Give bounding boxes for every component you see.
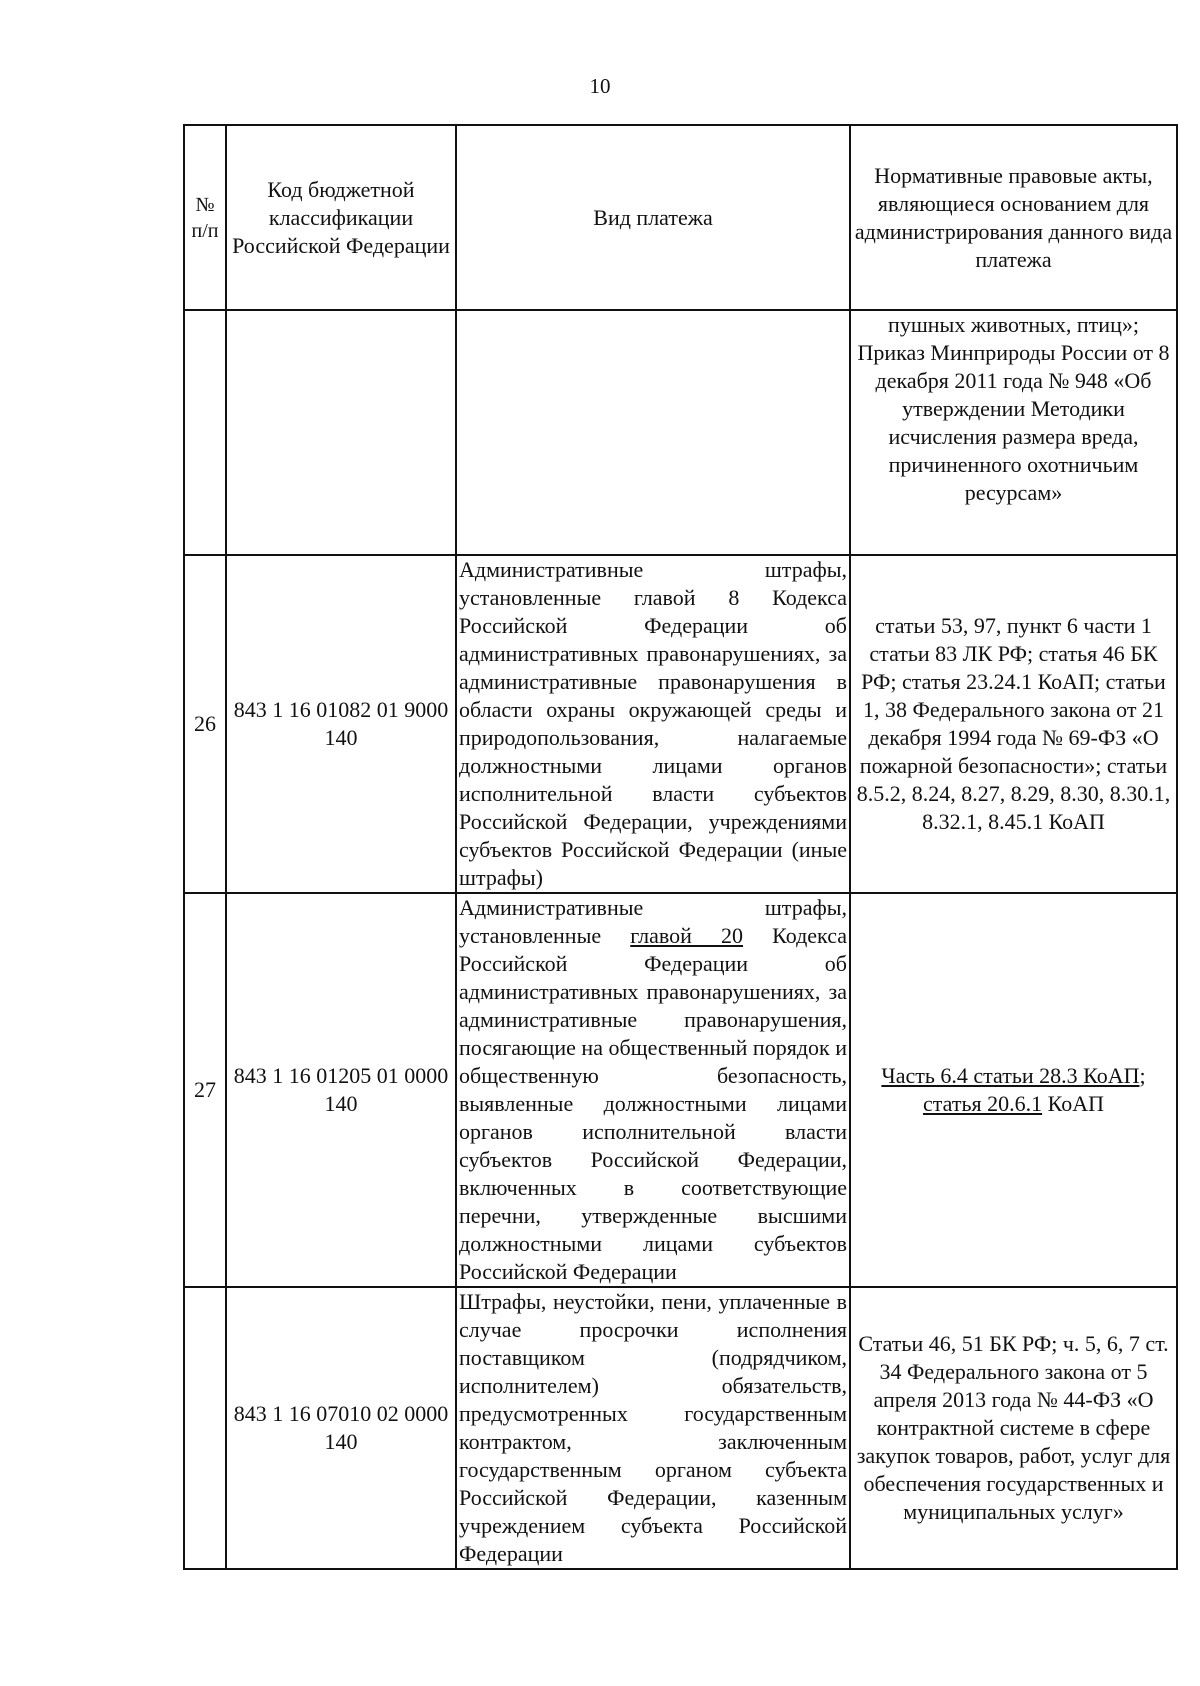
row-type-text-a: Административные штрафы, установленные bbox=[459, 895, 847, 948]
header-type-text: Вид платежа bbox=[593, 204, 713, 230]
part-6-4-article-28-3-link[interactable]: Часть 6.4 статьи 28.3 КоАП bbox=[881, 1063, 1140, 1088]
row-num bbox=[184, 1287, 226, 1569]
row-type bbox=[456, 310, 850, 555]
row-num bbox=[184, 310, 226, 555]
table-header-row bbox=[184, 125, 1177, 310]
table-row bbox=[184, 555, 1177, 893]
row-num: 27 bbox=[184, 893, 226, 1287]
acts-tail: КоАП bbox=[1042, 1091, 1104, 1116]
row-code: 843 1 16 01205 01 0000 140 bbox=[226, 893, 456, 1287]
row-type bbox=[456, 1287, 850, 1569]
header-num-text: № п/п bbox=[191, 193, 219, 242]
page-number: 10 bbox=[589, 74, 611, 98]
header-acts bbox=[850, 125, 1177, 310]
chapter-20-link[interactable]: главой 20 bbox=[630, 923, 744, 948]
table-row bbox=[184, 893, 1177, 1287]
row-code: 843 1 16 07010 02 0000 140 bbox=[226, 1287, 456, 1569]
row-code bbox=[226, 310, 456, 555]
header-type bbox=[456, 125, 850, 310]
header-acts-text: Нормативные правовые акты, являющиеся основанием для администрирования данного вида платежа bbox=[854, 162, 1173, 272]
row-type-text: Штрафы, неустойки, пени, уплаченные в случае просрочки исполнения поставщиком (подрядчиком, исполнителем) обязательств, предусмотренных государственным контрактом, заключенным государственным органом субъекта Российской Федерации, казенным учреждением субъекта Российской bbox=[459, 1289, 847, 1538]
article-20-6-1-link[interactable]: статья 20.6.1 bbox=[923, 1091, 1043, 1116]
row-code: 843 1 16 01082 01 9000 140 bbox=[226, 555, 456, 893]
table-row bbox=[184, 1287, 1177, 1569]
row-type bbox=[456, 555, 850, 893]
row-type-text: Административные штрафы, установленные главой 8 Кодекса Российской Федерации об административных правонарушениях, за административные правонарушения в области охраны окружающей среды и природопользования, налагаемые должностными лицами органов исполнительной власти субъектов Российской Федерации, учреждениями субъектов Российской Федерации (иные bbox=[459, 557, 847, 862]
acts-separator: ; bbox=[1139, 1063, 1146, 1088]
row-type bbox=[456, 893, 850, 1287]
row-type-text-b: Кодекса Российской Федерации об административных правонарушениях, за административные правонарушения, посягающие на общественный порядок и общественную безопасность, выявленные должностными лицами органов исполнительной власти субъектов Российской Федерации, включенных в соответствующие перечни, утвержденные высшими должностными лицами субъектов bbox=[459, 923, 847, 1256]
row-acts: статьи 53, 97, пункт 6 части 1 статьи 83 ЛК РФ; статья 46 БК РФ; статья 23.24.1 КоАП; статьи 1, 38 Федерального закона от 21 декабря 1994 года № 69-ФЗ «О пожарной безопасности»; статьи 8.5.2, 8.24, 8.27, 8.29, 8.30, 8.30.1, 8.32.1, 8.45.1 КоАП bbox=[850, 555, 1177, 893]
row-acts bbox=[850, 893, 1177, 1287]
header-num bbox=[184, 125, 226, 310]
row-num: 26 bbox=[184, 555, 226, 893]
header-code bbox=[226, 125, 456, 310]
row-type-last-line: Федерации bbox=[459, 1541, 563, 1566]
header-code-text: Код бюджетной классификации Российской Федерации bbox=[232, 176, 450, 258]
row-acts: Статьи 46, 51 БК РФ; ч. 5, 6, 7 ст. 34 Федерального закона от 5 апреля 2013 года № 44-ФЗ «О контрактной системе в сфере закупок товаров, работ, услуг для обеспечения государственных и муниципальных услуг» bbox=[850, 1287, 1177, 1569]
row-type-last-line: штрафы) bbox=[459, 865, 543, 890]
row-type-last-line: Российской Федерации bbox=[459, 1259, 677, 1284]
table-row bbox=[184, 310, 1177, 555]
row-acts: пушных животных, птиц»; Приказ Минприроды России от 8 декабря 2011 года № 948 «Об утверждении Методики исчисления размера вреда, причиненного охотничьим ресурсам» bbox=[850, 310, 1177, 555]
budget-classification-table bbox=[183, 124, 1178, 1570]
